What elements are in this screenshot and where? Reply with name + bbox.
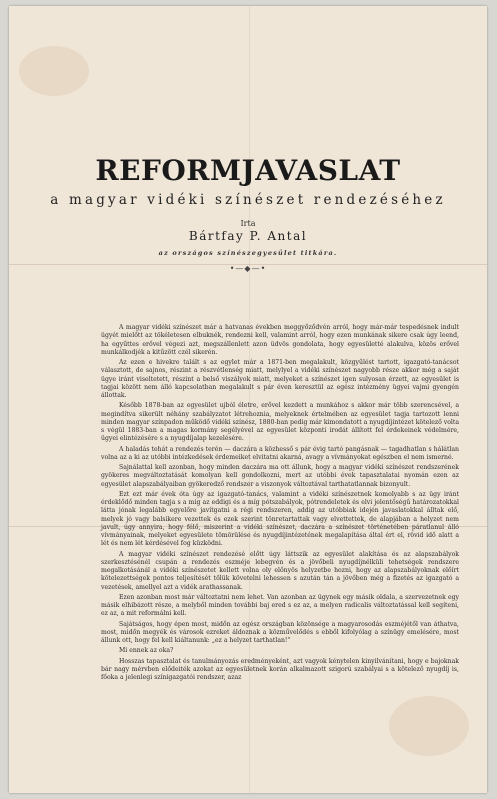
author-role: az országos színészegyesület titkára. <box>158 249 338 257</box>
document-page <box>9 6 487 793</box>
paragraph: Mi ennek az oka? <box>119 647 174 655</box>
paragraph: Ezt ezt már évek óta úgy az igazgató-tanács, valamint a vidéki színészetnek komolyabb s az ügy iránt érdeklődő minden tagja s a míg az eddigi és a míg pótszabályok, pótrendeletek és elvi jelentőségű határozatokkal látta jónak legalább egyelőre javítgatni a régi rendszeren, addig az utóbbiak idején javaslatokkal álltak elő, melyek jó vagy balsikere vezettek és ezek szerint tönretartattak vagy elvettettek, de alapjában a helyzet nem javult, úgy annyira, hogy félő, miszerint a vidéki színészet, daczára a színészet történetében páratlanul álló vívmányainak, melyeket egyesülete tömörülése és nyugdíjintézetének megalapítása által ért el, rövid idő alatt a lét és nem lét kérdésével fog küzködni. <box>101 490 459 548</box>
document-subtitle: a magyar vidéki színészet rendezéséhez <box>50 192 446 208</box>
paragraph: A magyar vidéki színészet már a hatvanas években meggyőződvén arról, hogy már-már tespedésnek indult ügyét mielőtt az tökéletesen elbuknék, rendezni kell, valamint arról, hogy ezen munkának sikere csak úgy leend, ha egyűttes erővel végezi azt, megszállenlett azon üdvös gondolata, hogy egyesületté alakulva, közös erővel munkálkodjék a kitűzött czél sikerén. <box>101 324 459 356</box>
paragraph: Ezen azonban most már változtatni nem lehet. Van azonban az ügynek egy másik oldala, a szervezetnek egy másik elhibázott része, a melyből minden további baj ered s ez az, a melyen radicalis változtatással kell segíteni, ez az, a mit reformálni kell. <box>101 593 459 618</box>
paragraph: Az ezen e hivekre talált s az egylet már a 1871-ben megalakult, közgyűlést tartott, igazgató-tanácsot választott, de sajnos, részint a részvétlenség miatt, melylyel a vidéki színészet nagyobb része akkor még a saját ügye iránt viseltetett, részint a belső viszályok miatt, melyeket a színészet igen sulyosan érzett, az egyesület is tagjai között nem álló kapcsolatban megalakult s pár éven keresztül az egész intézmény ügyei vajmi gyengén állottak. <box>101 359 459 399</box>
paragraph: Sajátságos, hogy épen most, midőn az egész országban közönsége a magyarosodás eszméjétől van áthatva, most, midőn megyék és városok ezreket áldoznak a közművelődés s ebből kifolyólag a színügy emelésére, most állunk ott, hogy fel kell kiáltanunk: „ez a helyzet tarthatlan!" <box>101 620 459 644</box>
by-label: Irta <box>240 219 256 228</box>
ornament-divider: •—◆—• <box>229 264 267 273</box>
paragraph: Később 1878-ban az egyesület ujból életre, erővel kezdett a munkához s akkor már több szerencsével, a megindítva sikerült néhány szabályzatot létrehoznia, melyeknek értelmében az egyesület tagja tartozott lenni minden magyar színpadon működő vidéki színész, 1880-ban pedig már kimondatott a nyugdíjintézet kötelező volta s végül 1883-ban a magas kormány segélyével az egyesület központi irodát állított fel érdekeinek védelmére, ügyei elintézésére s a nyugdíjalap kezelésére. <box>101 402 459 443</box>
body-text <box>101 324 459 684</box>
document-title: REFORMJAVASLAT <box>95 154 401 187</box>
paragraph: A magyar vidéki színészet rendezésé előtt úgy láttszik az egyesület alakítása és az alapszabályok szerkesztésénél csupán a rendezés eszméje lebegvén és a jövőbeli nyugdíjnélküli tehetségek rendszere megalkotásánál a vidéki színészetet kellett volna oly előnyös helyzetbe hozni, hogy az alapszabályoknak előírt kötelezettségek pontos teljesítését tőlük követelni lehessen s azután tán a jövőben még a fizetés az igazgató a vezetések, amellyel azt a vidék arathassanak. <box>101 550 459 591</box>
paper-stain <box>389 696 469 756</box>
author-name: Bártfay P. Antal <box>188 229 308 243</box>
paper-stain <box>19 46 89 96</box>
paragraph: Sajnálattal kell azonban, hogy minden daczára ma ott állunk, hogy a magyar vidéki színészet rendszerének gyökeres megváltoztatását komolyan kell gondolkozni, mert az utóbbi évek tapasztalatai nyomán ezen az egyesület alapszabályaiban gyökeredző rendszer a viszonyok változtával tarthatatlannak bizonyult. <box>101 464 459 488</box>
paragraph: Hosszas tapasztalat és tanulmányozás eredményeként, azt vagyok kénytelen kinyilvánítani, hogy e bajoknak bár nagy mérvben elődeiték azokat az egyesületnek korán alkalmazott szigorú szabályai s a kötelező nyugdíj is, főoka a jelenlegi színigazgatói rendszer, azaz <box>101 657 459 681</box>
paragraph: A haladás tehát a rendezés terén — daczára a közhesső s pár évig tartó pangásnak — tagadhatlan s hálátlan volna az a ki az utóbbi intézkedések érdemeiket elvitatni akarná, avagy a vívmányokat egészben el nem ismerné. <box>101 445 459 461</box>
